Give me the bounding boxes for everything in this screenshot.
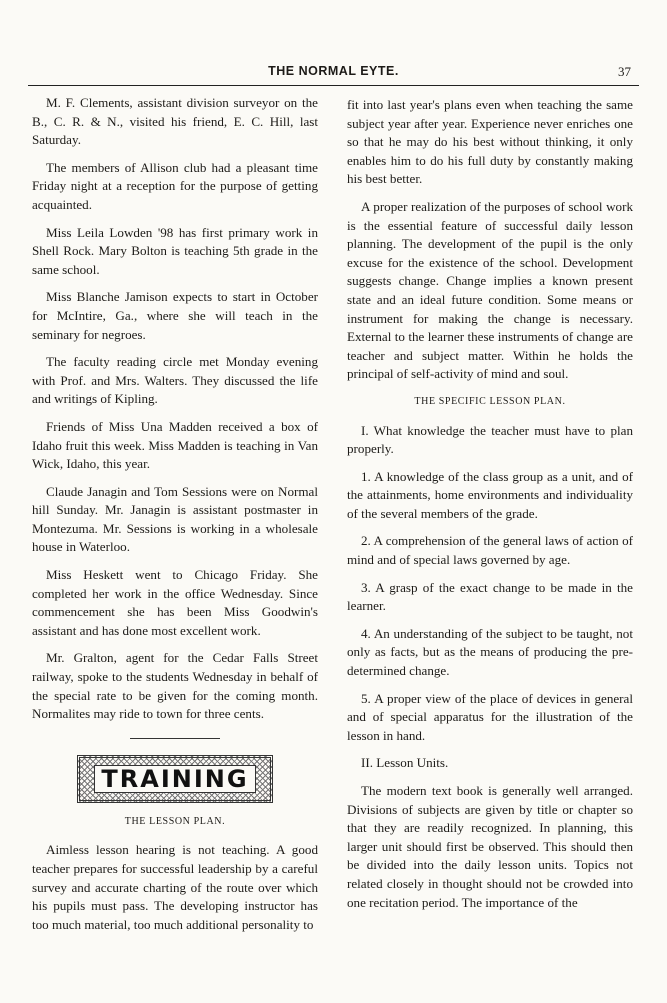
list-item: 1. A knowledge of the class group as a unit, and of the attainments, home environments and individuality of the several members of the grade. (347, 468, 633, 521)
article-paragraph: The modern text book is generally well arranged. Divisions of subjects are given by title or chapter so that they are readily recognized. In planning, this larger unit should first be observed. This should then be divided into the daily lesson units. Topics not related closely in thought should not be crowded into one recitation period. The importance of the (347, 783, 633, 910)
news-item: The faculty reading circle met Monday evening with Prof. and Mrs. Walters. They discussed the life and writings of Kipling. (32, 354, 318, 407)
article-paragraph: A proper realization of the purposes of school work is the essential feature of successful daily lesson planning. The development of the pupil is the only excuse for the existence of the school. Development suggests change. Change implies a known present state and an ideal future condition. Some means or instrument for making the change is necessary. External to the learner these instruments of change are teacher and subject matter. Within he holds the principal of self-activity of mind and soul. (347, 198, 633, 382)
news-item: Claude Janagin and Tom Sessions were on Normal hill Sunday. Mr. Janagin is assistant postmaster in Montezuma. Mr. Sessions is working in a wholesale house in Waterloo. (32, 483, 318, 555)
list-item: 3. A grasp of the exact change to be made in the learner. (347, 579, 633, 614)
news-item: M. F. Clements, assistant division surveyor on the B., C. R. & N., visited his friend, E. C. Hill, last Saturday. (32, 95, 318, 148)
lesson-paragraph: Aimless lesson hearing is not teaching. A good teacher prepares for successful leadership by a careful survey and accurate charting of the route over which his pupils must pass. The developing instructor has too much material, too much additional personality to (32, 842, 318, 932)
list-item: 2. A comprehension of the general laws of action of mind and of special laws governed by age. (347, 533, 633, 568)
article-paragraph: fit into last year's plans even when teaching the same subject year after year. Experience never enriches one so that he may do his best without thinking, it only enables him to do his full duty by constantly making his best better. (347, 97, 633, 187)
news-item: Miss Heskett went to Chicago Friday. She completed her work in the office Wednesday. Since commencement she has been Miss Goodwin's assistant and has done most excellent work. (32, 567, 318, 638)
section-heading: THE LESSON PLAN. (124, 815, 226, 827)
page-header (28, 64, 639, 82)
banner-text: TRAINING (101, 764, 249, 793)
section-heading: THE SPECIFIC LESSON PLAN. (414, 395, 566, 407)
left-column (32, 94, 318, 943)
list-item: 5. A proper view of the place of devices in general and of special apparatus for the illustration of the lesson in hand. (347, 690, 633, 743)
banner-panel (94, 765, 256, 793)
news-item: Friends of Miss Una Madden received a box of Idaho fruit this week. Miss Madden is teaching in Van Wick, Idaho, this year. (32, 418, 318, 472)
news-item: Miss Blanche Jamison expects to start in October for McIntire, Ga., where she will teach in the seminary for negroes. (32, 289, 318, 342)
running-title: THE NORMAL EYTE. (268, 64, 399, 78)
header-rule (28, 85, 639, 86)
list-item: I. What knowledge the teacher must have to plan properly. (347, 422, 633, 457)
news-item: Mr. Gralton, agent for the Cedar Falls Street railway, spoke to the students Wednesday in behalf of the special rate to be given for the coming month. Normalites may ride to town for three cents. (32, 650, 318, 722)
section-divider (130, 738, 220, 739)
list-item: II. Lesson Units. (361, 755, 449, 771)
training-banner (77, 755, 273, 803)
page-number: 37 (618, 64, 631, 79)
right-column (347, 96, 633, 921)
news-item: Miss Leila Lowden '98 has first primary work in Shell Rock. Mary Bolton is teaching 5th grade in the same school. (32, 224, 318, 277)
list-item: 4. An understanding of the subject to be taught, not only as facts, but as the means of producing the pre-determined change. (347, 625, 633, 679)
news-item: The members of Allison club had a pleasant time Friday night at a reception for the purpose of getting acquainted. (32, 159, 318, 212)
